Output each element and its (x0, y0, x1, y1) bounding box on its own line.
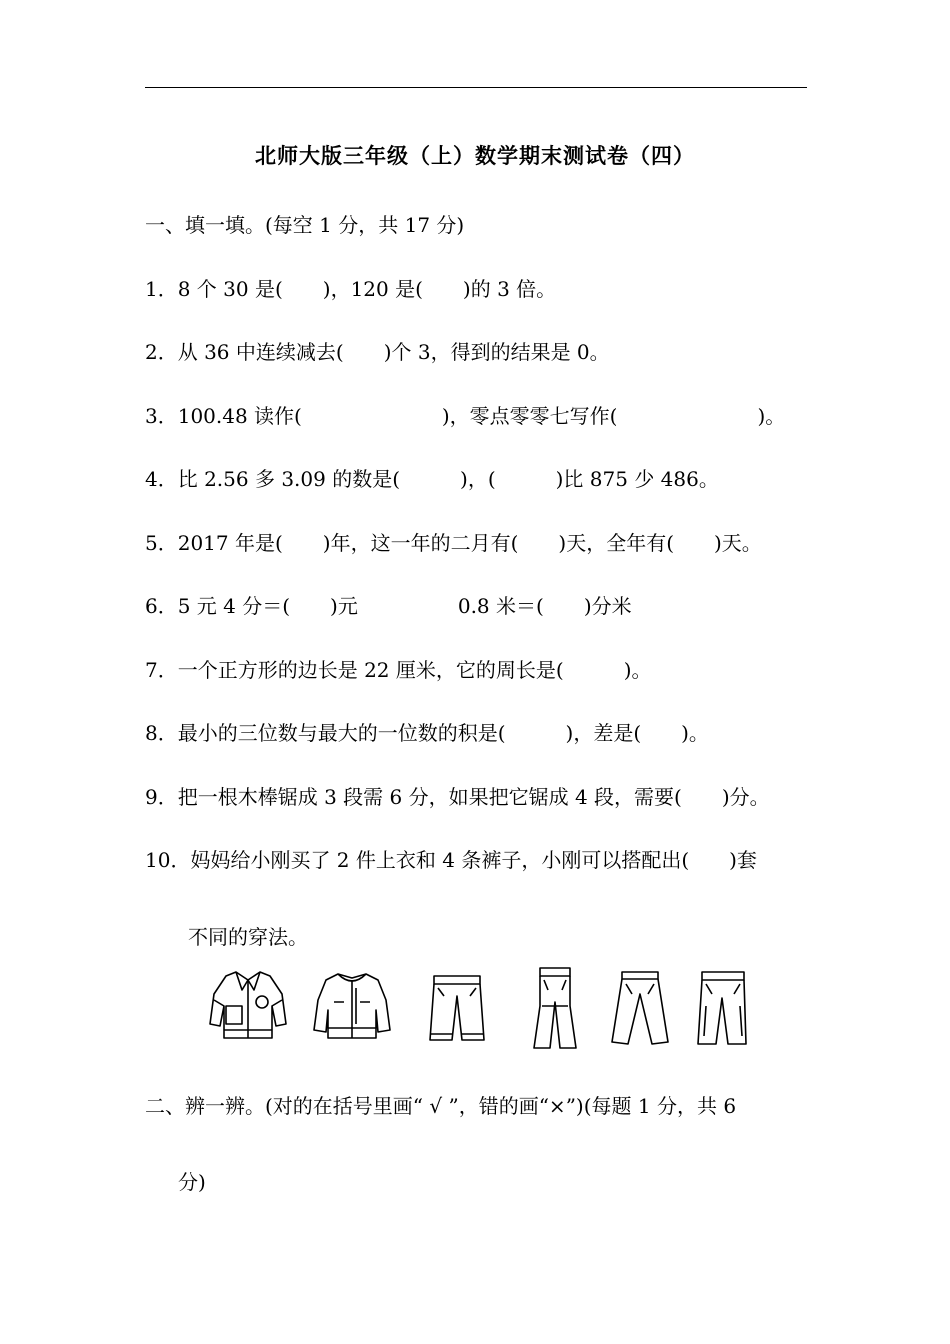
pants-icon (610, 966, 670, 1046)
question-10-continuation: 不同的穿法。 (188, 925, 308, 949)
question-6: 6．5 元 4 分＝( )元 0.8 米＝( )分米 (145, 594, 632, 618)
question-9: 9．把一根木棒锯成 3 段需 6 分，如果把它锯成 4 段，需要( )分。 (145, 785, 770, 809)
jacket-icon (208, 966, 288, 1042)
page-title: 北师大版三年级（上）数学期末测试卷（四） (255, 144, 695, 168)
question-8: 8．最小的三位数与最大的一位数的积是( )，差是( )。 (145, 721, 709, 745)
section-2-heading: 二、辨一辨。(对的在括号里画“ √ ”，错的画“×”)(每题 1 分，共 6 (145, 1094, 737, 1118)
jacket-icon (312, 966, 392, 1042)
question-1: 1．8 个 30 是( )，120 是( )的 3 倍。 (145, 277, 557, 301)
question-10: 10．妈妈给小刚买了 2 件上衣和 4 条裤子，小刚可以搭配出( )套 (145, 848, 757, 872)
section-2-continuation: 分) (178, 1170, 206, 1194)
pants-icon (694, 966, 750, 1048)
question-3: 3．100.48 读作( )，零点零零七写作( )。 (145, 404, 786, 428)
header-rule (145, 87, 807, 88)
section-1-heading: 一、填一填。(每空 1 分，共 17 分) (145, 213, 465, 237)
question-4: 4．比 2.56 多 3.09 的数是( )，( )比 875 少 486。 (145, 467, 719, 491)
question-5: 5．2017 年是( )年，这一年的二月有( )天，全年有( )天。 (145, 531, 762, 555)
question-2: 2．从 36 中连续减去( )个 3，得到的结果是 0。 (145, 340, 610, 364)
pants-icon (530, 966, 582, 1052)
question-7: 7．一个正方形的边长是 22 厘米，它的周长是( )。 (145, 658, 652, 682)
shorts-icon (428, 966, 486, 1046)
